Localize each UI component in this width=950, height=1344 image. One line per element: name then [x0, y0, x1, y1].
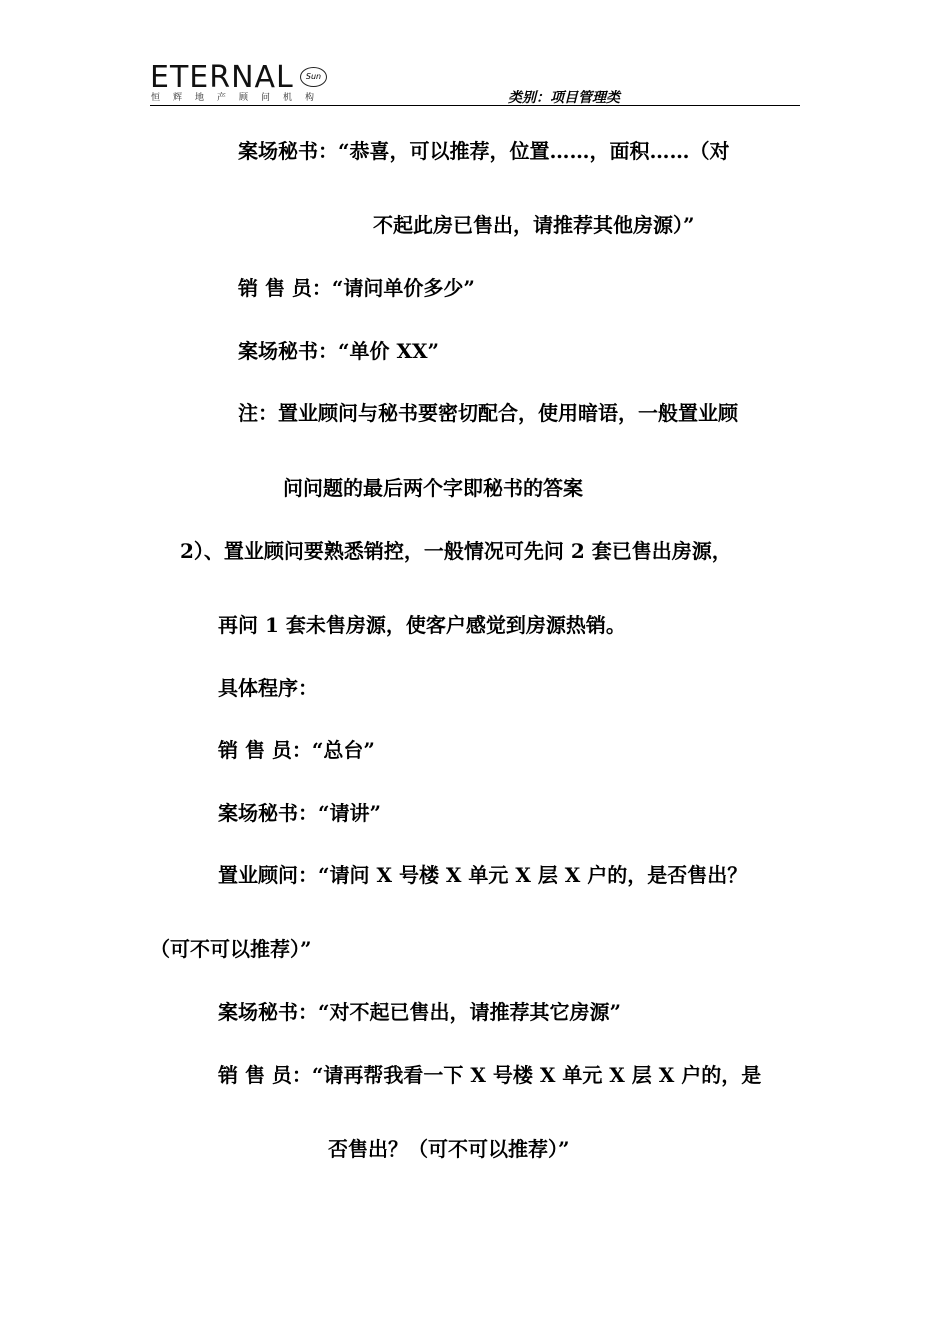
- body-line: 具体程序：: [218, 676, 318, 700]
- body-line: 注：置业顾问与秘书要密切配合，使用暗语，一般置业顾: [238, 401, 738, 425]
- body-line: 置业顾问：“请问 X 号楼 X 单元 X 层 X 户的，是否售出？: [218, 863, 748, 887]
- company-logo-wordmark: ETERNAL: [150, 60, 294, 95]
- company-logo-subtitle: 恒辉地产顾问机构: [151, 93, 328, 103]
- document-category: 类别：项目管理类: [508, 90, 620, 106]
- body-line: 问问题的最后两个字即秘书的答案: [283, 476, 583, 500]
- logo-sun-icon: Sun: [300, 67, 327, 87]
- body-line: （可不可以推荐）”: [150, 937, 312, 961]
- body-line: 案场秘书：“单价 XX”: [238, 339, 440, 363]
- body-line: 不起此房已售出，请推荐其他房源）”: [373, 213, 695, 237]
- body-line: 案场秘书：“对不起已售出，请推荐其它房源”: [218, 1000, 622, 1024]
- body-line: 案场秘书：“请讲”: [218, 801, 382, 825]
- header-divider: [150, 105, 800, 106]
- body-line: 销 售 员：“总台”: [218, 738, 375, 762]
- body-line: 再问 1 套未售房源，使客户感觉到房源热销。: [218, 613, 626, 637]
- body-line: 否售出？（可不可以推荐）”: [328, 1137, 570, 1161]
- body-line: 销 售 员：“请问单价多少”: [238, 276, 475, 300]
- body-line: 案场秘书：“恭喜，可以推荐，位置……，面积……（对: [238, 139, 730, 163]
- body-line: 销 售 员：“请再帮我看一下 X 号楼 X 单元 X 层 X 户的，是: [218, 1063, 762, 1087]
- body-line: 2）、置业顾问要熟悉销控，一般情况可先问 2 套已售出房源，: [180, 539, 732, 563]
